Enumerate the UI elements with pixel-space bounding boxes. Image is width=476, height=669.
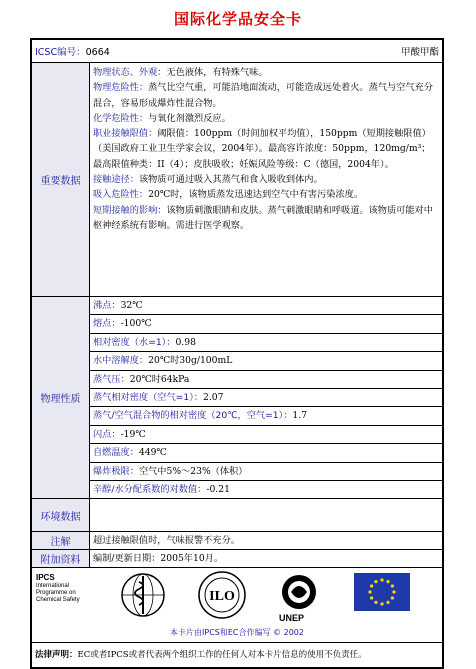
property-key: 相对密度（水=1）： bbox=[93, 336, 176, 348]
property-row bbox=[90, 407, 442, 425]
property-value: 2.07 bbox=[203, 391, 224, 403]
eu-star-icon bbox=[368, 591, 371, 594]
eu-star-icon bbox=[370, 597, 373, 600]
item-value: 20℃时，该物质蒸发迅速达到空气中有害污染浓度。 bbox=[148, 189, 364, 201]
item-value: 该物质刺激眼睛和皮肤。蒸气刺激眼睛和呼吸道。该物质可能对中枢神经系统有影响。需进行医学观察。 bbox=[93, 204, 433, 231]
physical-properties-content bbox=[90, 297, 442, 498]
environment-content bbox=[90, 499, 442, 531]
property-key: 蒸气压： bbox=[93, 373, 130, 385]
eu-star-icon bbox=[380, 603, 383, 606]
eu-star-icon bbox=[374, 601, 377, 604]
item-value: 无色液体，有特殊气味。 bbox=[166, 67, 268, 78]
property-value: -0.21 bbox=[206, 483, 230, 495]
important-item bbox=[93, 187, 439, 202]
eu-star-icon bbox=[370, 585, 373, 588]
property-key: 熔点： bbox=[93, 318, 121, 330]
legal-text: EC或者IPCS或者代表两个组织工作的任何人对本卡片信息的使用不负责任。 bbox=[77, 650, 367, 661]
item-key: 接触途径： bbox=[93, 174, 139, 186]
property-row bbox=[90, 463, 442, 481]
property-row bbox=[90, 315, 442, 333]
property-value: 空气中5%～23%（体积） bbox=[138, 465, 248, 477]
property-key: 闪点： bbox=[93, 428, 121, 440]
important-data-content bbox=[90, 63, 442, 296]
property-key: 辛醇/水分配系数的对数值： bbox=[93, 483, 207, 495]
icsc-number: 0664 bbox=[85, 47, 110, 58]
property-value: 20℃时30g/100mL bbox=[148, 355, 233, 367]
eu-star-icon bbox=[392, 591, 395, 594]
item-key: 短期接触的影响： bbox=[93, 204, 167, 216]
property-row bbox=[90, 481, 442, 498]
item-key: 物理危险性： bbox=[93, 82, 149, 94]
extra-info-section bbox=[32, 550, 442, 568]
unep-emblem-icon bbox=[277, 572, 321, 612]
important-item bbox=[93, 172, 439, 187]
property-row bbox=[90, 444, 442, 462]
eu-star-icon bbox=[391, 597, 394, 600]
notes-label: 注解 bbox=[32, 532, 90, 549]
item-value: 阈限值：100ppm（时间加权平均值），150ppm（短期接触限值）（美国政府工业卫生学家会议，2004年）。最高容许浓度：50ppm，120mg/m³；最高限值种类：II（4）；皮肤吸收；妊娠风险等级：C（德国，2004年）。 bbox=[93, 128, 431, 170]
item-key: 吸入危险性： bbox=[93, 189, 149, 201]
property-row bbox=[90, 297, 442, 315]
property-row bbox=[90, 389, 442, 407]
eu-star-icon bbox=[374, 580, 377, 583]
physical-properties-section bbox=[32, 297, 442, 499]
important-item bbox=[93, 65, 439, 80]
important-item bbox=[93, 203, 439, 234]
item-key: 职业接触限值： bbox=[93, 128, 158, 140]
property-key: 自燃温度： bbox=[93, 447, 139, 459]
eu-star-icon bbox=[386, 601, 389, 604]
extra-info-label: 附加资料 bbox=[32, 550, 90, 567]
property-value: 1.7 bbox=[292, 410, 308, 422]
item-value: 与氧化剂激烈反应。 bbox=[148, 112, 231, 124]
property-row bbox=[90, 334, 442, 352]
eu-star-icon bbox=[386, 580, 389, 583]
eu-star-icon bbox=[380, 579, 383, 582]
property-value: -100℃ bbox=[120, 318, 152, 330]
property-key: 蒸气/空气混合物的相对密度（20℃，空气=1）： bbox=[93, 410, 293, 422]
ipcs-logo: IPCS International Programme on Chemical Safety bbox=[36, 573, 80, 604]
important-item bbox=[93, 111, 439, 126]
icsc-label: ICSC编号： bbox=[35, 47, 86, 58]
extra-info-content: 编制/更新日期：2005年10月。 bbox=[93, 553, 224, 565]
property-key: 蒸气相对密度（空气=1）： bbox=[93, 391, 204, 403]
important-data-section bbox=[32, 63, 442, 297]
notes-content: 超过接触限值时，气味报警不充分。 bbox=[93, 535, 240, 547]
property-key: 水中溶解度： bbox=[93, 355, 149, 367]
legal-label: 法律声明： bbox=[35, 650, 78, 661]
property-value: 20℃时64kPa bbox=[129, 373, 190, 385]
item-key: 化学危险性： bbox=[93, 112, 149, 124]
environment-section bbox=[32, 499, 442, 532]
important-data-label: 重要数据 bbox=[32, 63, 90, 296]
eu-flag-icon bbox=[354, 573, 410, 611]
chemical-name: 甲酸甲酯 bbox=[400, 47, 439, 58]
logo-strip bbox=[32, 568, 442, 643]
item-key: 物理状态、外观： bbox=[93, 67, 167, 78]
property-row bbox=[90, 426, 442, 444]
card-title: 国际化学品安全卡 bbox=[173, 10, 302, 28]
safety-card bbox=[30, 38, 444, 669]
property-row bbox=[90, 352, 442, 370]
property-value: -19℃ bbox=[120, 428, 146, 440]
item-value: 该物质可通过吸入其蒸气和食入吸收到体内。 bbox=[138, 174, 323, 186]
physical-properties-label: 物理性质 bbox=[32, 297, 90, 498]
svg-text:ILO: ILO bbox=[209, 589, 235, 605]
property-value: 32℃ bbox=[120, 300, 143, 311]
property-key: 沸点： bbox=[93, 300, 121, 311]
notes-section bbox=[32, 532, 442, 550]
property-value: 449℃ bbox=[138, 447, 167, 459]
header-row bbox=[32, 40, 442, 63]
property-key: 爆炸极限： bbox=[93, 465, 139, 477]
property-value: 0.98 bbox=[175, 336, 196, 348]
important-item bbox=[93, 126, 439, 172]
unep-label: UNEP bbox=[279, 613, 305, 624]
property-row bbox=[90, 371, 442, 389]
who-emblem-icon bbox=[120, 572, 166, 618]
cooperation-footnote: 本卡片由IPCS和EC合作编写 © 2002 bbox=[170, 628, 304, 638]
legal-notice bbox=[32, 643, 442, 667]
eu-star-icon bbox=[391, 585, 394, 588]
environment-label: 环境数据 bbox=[32, 499, 90, 531]
important-item bbox=[93, 80, 439, 111]
item-value: 蒸气比空气重，可能沿地面流动，可能造成远处着火。蒸气与空气充分混合，容易形成爆炸性混合物。 bbox=[93, 82, 433, 109]
ilo-emblem-icon bbox=[197, 570, 247, 620]
